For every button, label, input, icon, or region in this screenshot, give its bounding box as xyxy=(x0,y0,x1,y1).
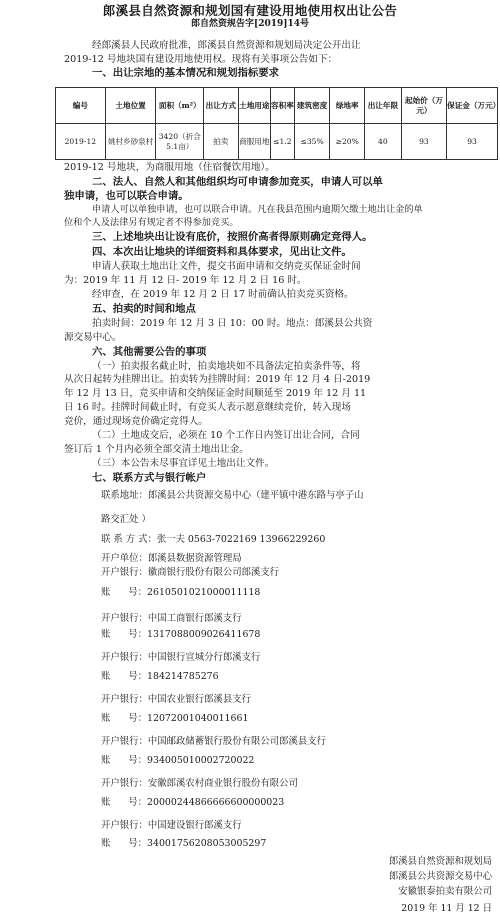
table-cell: 93 xyxy=(401,124,446,160)
table-header: 出让年限 xyxy=(365,88,402,124)
account-label: 账 号： xyxy=(101,755,148,766)
table-header: 起始价（万元） xyxy=(401,88,446,124)
account-label: 账 号： xyxy=(101,587,148,598)
section-5-line-1: 拍卖时间：2019 年 12 月 3 日 10：00 时。地点：郎溪县公共资 xyxy=(92,318,373,329)
account-holder-value: 郎溪县数据资源管理局 xyxy=(147,553,242,564)
bank-name: 中国建设银行郎溪支行 xyxy=(147,820,242,831)
bank-name: 中国农业银行郎溪县支行 xyxy=(147,694,252,705)
account-number: 1317088009026411678 xyxy=(147,629,261,640)
bank-name: 安徽郎溪农村商业银行股份有限公司 xyxy=(147,778,298,789)
section-7-heading: 七、联系方式与银行帐户 xyxy=(92,472,207,484)
section-6-line-6: （二）土地成交后，必须在 10 个工作日内签订出让合同，合同 xyxy=(92,430,360,441)
table-header: 绿地率 xyxy=(330,88,365,124)
contact-address-line-2: 路交汇处 ） xyxy=(101,514,151,525)
section-4-line-2: 为：2019 年 11 月 12 日- 2019 年 12 月 2 日 16 时。 xyxy=(64,275,307,286)
intro-line-1: 经郎溪县人民政府批准，郎溪县自然资源和规划局决定公开出让 xyxy=(92,40,361,51)
section-6-line-5: 竞价，通过现场竞价确定竞得人。 xyxy=(64,416,208,427)
account-number-row xyxy=(101,587,260,599)
account-number: 2610501021000011118 xyxy=(147,587,261,598)
bank-label: 开户银行： xyxy=(101,694,148,705)
section-6-heading: 六、其他需要公告的事项 xyxy=(92,346,207,358)
table-header: 土地用途 xyxy=(238,88,270,124)
account-number-row xyxy=(101,713,248,725)
section-6-line-2: 从次日起转为挂牌出让。拍卖转为挂牌时间：2019 年 12 月 4 日-2019 xyxy=(64,374,371,385)
table-cell: 姚村乡砂泉村 xyxy=(105,124,156,160)
section-2-heading-cont: 独申请，也可以联合申请。 xyxy=(64,190,189,202)
table-cell: ≥20% xyxy=(330,124,365,160)
bank-label: 开户银行： xyxy=(101,652,148,663)
account-number-row xyxy=(101,629,260,641)
table-header: 建筑密度 xyxy=(294,88,330,124)
account-label: 账 号： xyxy=(101,629,148,640)
section-5-heading: 五、拍卖的时间和地点 xyxy=(92,303,196,315)
section-4-heading: 四、本次出让地块的详细资料和具体要求，见出让文件。 xyxy=(92,246,352,258)
table-cell: 93 xyxy=(447,124,498,160)
account-number: 12072001040011661 xyxy=(147,713,249,724)
bank-label: 开户银行： xyxy=(101,736,148,747)
section-6-line-8: （三）本公告未尽事宜详见土地出让文件。 xyxy=(92,458,275,469)
account-label: 账 号： xyxy=(101,713,148,724)
table-header: 面积（m²） xyxy=(156,88,204,124)
table-header: 出让方式 xyxy=(204,88,239,124)
bank-label: 开户银行： xyxy=(101,613,148,624)
parcel-table xyxy=(55,87,498,160)
account-label: 账 号： xyxy=(101,671,148,682)
bank-name: 中国邮政储蓄银行股份有限公司郎溪县支行 xyxy=(147,736,327,747)
table-header: 土地位置 xyxy=(105,88,156,124)
document-number: 郎自然资规告字[2019]14号 xyxy=(190,19,310,29)
table-cell: ≤35% xyxy=(294,124,330,160)
account-number: 184214785276 xyxy=(147,671,219,682)
account-label: 账 号： xyxy=(101,838,148,849)
section-2-line-2: 位和个人及法律另有规定者不得参加竞买。 xyxy=(64,217,239,228)
bank-label: 开户银行： xyxy=(101,778,148,789)
account-number: 934005010002720022 xyxy=(147,755,255,766)
bank-name-row xyxy=(101,652,260,664)
bank-name-row xyxy=(101,736,326,748)
bank-name: 中国银行宣城分行郎溪支行 xyxy=(147,652,261,663)
section-5-line-2: 源交易中心。 xyxy=(64,332,122,343)
table-row xyxy=(56,124,498,160)
account-number-row xyxy=(101,838,266,850)
section-6-line-1: （一）拍卖报名截止时，拍卖地块如不具备法定拍卖条件等，将 xyxy=(92,361,361,372)
contact-person: 联 系 方 式：张一夫 0563-7022169 13966229260 xyxy=(101,534,326,545)
intro-line-2: 2019-12 号地块国有建设用地使用权。现将有关事项公告如下： xyxy=(64,54,338,65)
account-holder-label: 开户单位： xyxy=(101,553,148,564)
bank-label: 开户银行： xyxy=(101,567,148,578)
account-number-row xyxy=(101,755,254,767)
table-cell: 2019-12 xyxy=(56,124,106,160)
table-header: 保证金（万元） xyxy=(447,88,498,124)
signature-issuer-2: 郎溪县公共资源交易中心 xyxy=(388,871,492,882)
table-cell: ≤1.2 xyxy=(271,124,295,160)
account-number-row xyxy=(101,671,219,683)
section-6-line-4: 日 16 时。挂牌时间截止时，有竞买人表示愿意继续竞价，转入现场 xyxy=(64,402,351,413)
parcel-table-header-row xyxy=(56,88,498,124)
bank-name-row xyxy=(101,567,279,579)
signature-issuer-3: 安徽银泰拍卖有限公司 xyxy=(398,886,492,897)
table-cell: 40 xyxy=(365,124,402,160)
section-4-line-1: 申请人获取土地出让文件，提交书面申请和交纳竞买保证金时间 xyxy=(92,261,361,272)
contact-address-line-1: 联系地址：郎溪县公共资源交易中心（建平镇中港东路与亭子山 xyxy=(101,490,364,501)
account-number-row xyxy=(101,797,284,809)
bank-name: 中国工商银行郎溪支行 xyxy=(147,613,242,624)
bank-label: 开户银行： xyxy=(101,820,148,831)
section-4-line-3: 经审查，在 2019 年 12 月 2 日 17 时前确认拍卖竞买资格。 xyxy=(92,289,354,300)
bank-name-row xyxy=(101,694,251,706)
table-header: 编号 xyxy=(56,88,106,124)
account-holder xyxy=(101,553,242,565)
bank-name-row xyxy=(101,613,242,625)
signature-issuer-1: 郎溪县自然资源和规划局 xyxy=(388,856,492,867)
table-note: 2019-12 号地块，为商服用地（住宿餐饮用地）。 xyxy=(64,162,275,173)
bank-name-row xyxy=(101,778,298,790)
account-label: 账 号： xyxy=(101,797,148,808)
table-cell: 3420（折合5.1亩） xyxy=(156,124,204,160)
account-number: 20000244866666600000023 xyxy=(147,797,285,808)
table-cell: 商服用地 xyxy=(238,124,270,160)
section-3-heading: 三、上述地块出让设有底价，按照价高者得原则确定竞得人。 xyxy=(92,231,373,243)
section-2-heading: 二、法人、自然人和其他组织均可申请参加竞买，申请人可以单 xyxy=(92,176,383,188)
bank-name-row xyxy=(101,820,242,832)
page-title: 郎溪县自然资源和规划国有建设用地使用权出让公告 xyxy=(102,3,398,18)
table-header: 容积率 xyxy=(271,88,295,124)
section-6-line-7: 签订后 1 个月内必须全部交清土地出让金。 xyxy=(64,444,249,455)
section-1-heading: 一、出让宗地的基本情况和规划指标要求 xyxy=(92,67,280,79)
account-number: 34001756208053005297 xyxy=(147,838,267,849)
section-2-line-1: 申请人可以单独申请，也可以联合申请。凡在我县范围内逾期欠缴土地出让金的单 xyxy=(92,204,423,215)
section-6-line-3: 年 12 月 13 日，竞买申请和交纳保证金时间顺延至 2019 年 12 月 11 xyxy=(64,388,367,399)
table-cell: 拍卖 xyxy=(204,124,239,160)
signature-date: 2019 年 11 月 12 日 xyxy=(401,903,492,914)
bank-name: 徽商银行股份有限公司郎溪支行 xyxy=(147,567,280,578)
